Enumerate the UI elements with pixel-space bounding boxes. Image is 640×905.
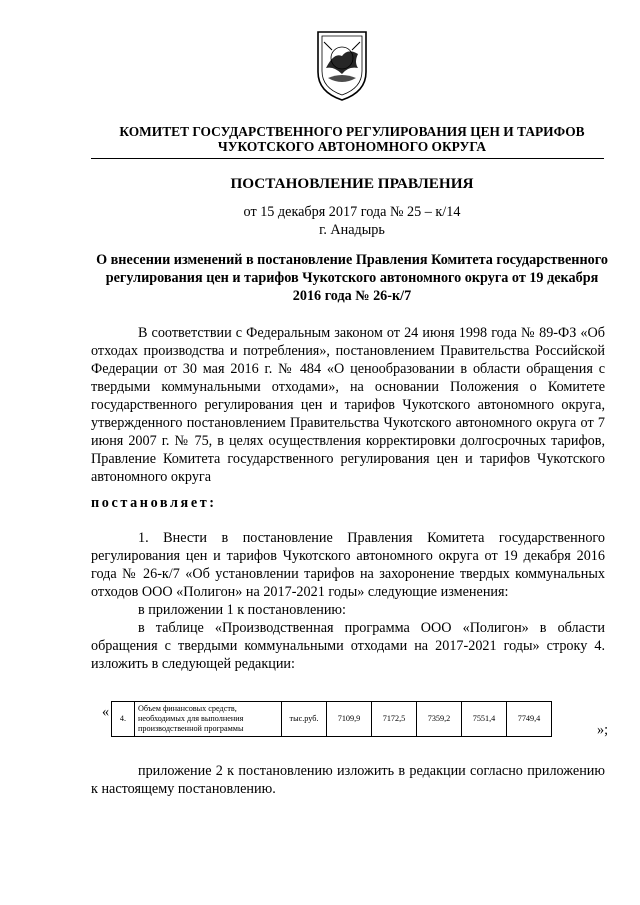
document-subject: О внесении изменений в постановление Правления Комитета государственного регулирования цен и тарифов Чукотского автономного округа от 19 декабря 2016 года № 26-к/7 — [96, 252, 608, 304]
value-2019-cell: 7359,2 — [417, 702, 462, 737]
document-title: ПОСТАНОВЛЕНИЕ ПРАВЛЕНИЯ — [230, 175, 474, 192]
header-divider — [91, 158, 604, 159]
value-2020-cell: 7551,4 — [462, 702, 507, 737]
after-table-block — [91, 762, 605, 798]
table-row — [112, 702, 552, 737]
preamble-paragraph — [91, 324, 605, 486]
item-1-sub-b: в таблице «Производственная программа ООО «Полигон» в области обращения с твердыми коммунальными отходами на 2017-2021 годы» строку 4. изложить в следующей редакции: — [91, 620, 605, 672]
preamble-text: В соответствии с Федеральным законом от 24 июня 1998 года № 89-ФЗ «Об отходах производства и потребления», постановлением Правительства Российской Федерации от 30 мая 2016 г. № 484 «О ценообразовании в области обращения с твердыми коммунальными отходами», на основании Положения о Комитете государственного регулирования цен и тарифов Чукотского автономного округа, утвержденного постановлением Правительства Чукотского автономного округа от 7 июня 2007 г. № 75, в целях осуществления корректировки долгосрочных тарифов, Правление Комитета государственного регулирования цен и тарифов Чукотского автономного округа — [91, 325, 605, 485]
item-1-text: 1. Внести в постановление Правления Комитета государственного регулирования цен и тарифов Чукотского автономного округа от 19 декабря 2016 года № 26-к/7 «Об установлении тарифов на захоронение твердых коммунальных отходов ООО «Полигон» на 2017-2021 годы» следующие изменения: — [91, 530, 605, 600]
value-2018-cell: 7172,5 — [372, 702, 417, 737]
document-city: г. Анадырь — [319, 222, 385, 238]
row-unit-cell: тыс.руб. — [282, 702, 327, 737]
decree-word: постановляет: — [91, 495, 217, 511]
row-number-cell: 4. — [112, 702, 135, 737]
row-name-cell: Объем финансовых средств, необходимых для выполнения производственной программы — [135, 702, 282, 737]
item-1-sub-a: в приложении 1 к постановлению: — [138, 602, 346, 618]
production-program-table — [111, 701, 552, 737]
chukotka-coat-of-arms-icon — [314, 28, 370, 102]
organization-name-line2: ЧУКОТСКОГО АВТОНОМНОГО ОКРУГА — [217, 139, 487, 154]
item-1-block — [91, 529, 605, 673]
organization-name-line1: КОМИТЕТ ГОСУДАРСТВЕННОГО РЕГУЛИРОВАНИЯ ЦЕН И ТАРИФОВ — [119, 124, 585, 139]
appendix-2-text: приложение 2 к постановлению изложить в редакции согласно приложению к настоящему постановлению. — [91, 763, 605, 797]
table-quote-close: »; — [597, 722, 609, 738]
value-2021-cell: 7749,4 — [507, 702, 552, 737]
value-2017-cell: 7109,9 — [327, 702, 372, 737]
document-date-number: от 15 декабря 2017 года № 25 – к/14 — [243, 204, 461, 220]
table-quote-open: « — [102, 704, 110, 720]
